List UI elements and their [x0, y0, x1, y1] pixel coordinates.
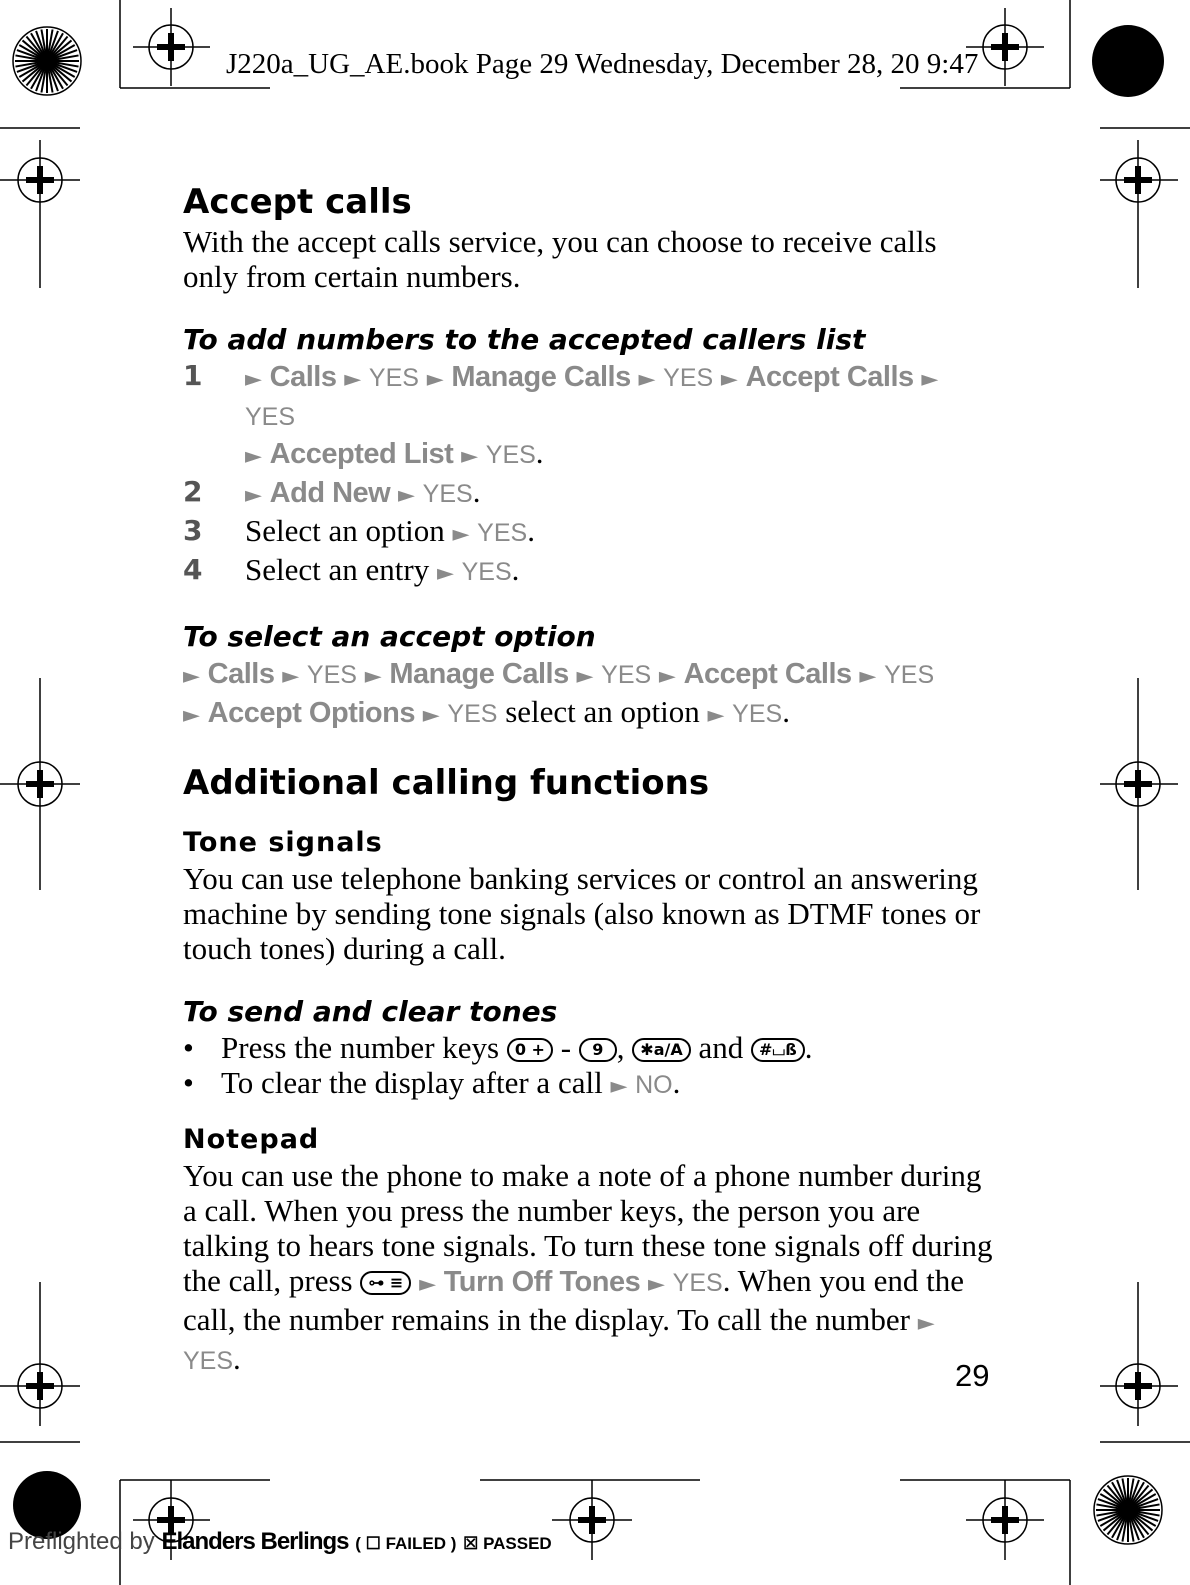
subsection-title-tone-signals: Tone signals — [183, 827, 383, 858]
key-9-icon: 9 — [579, 1038, 617, 1062]
arrow-icon: ► — [245, 444, 262, 469]
notepad-body: You can use the phone to make a note of a phone number during a call. When you press the number keys, the person you are talking to hears tone signals. To turn these tone signals off during the call, press ⊶ ≡ ► Turn Off Tones ► YES. When you end the call, the number remains in the display. To call the number ► YES. — [183, 1158, 993, 1376]
bullet-item — [183, 1030, 993, 1065]
arrow-icon: ► — [648, 1272, 665, 1297]
arrow-icon: ► — [436, 561, 454, 586]
softkey-yes: YES — [672, 1269, 723, 1297]
bullet-icon: • — [183, 1065, 194, 1100]
passed-label: PASSED — [483, 1534, 552, 1553]
tone-signals-body: You can use telephone banking services or control an answering machine by sending tone signals (also known as DTMF tones or touch tones) during a call. — [183, 861, 981, 966]
menu-key-icon: ⊶ ≡ — [360, 1271, 411, 1295]
bullet-label: Press the number keys — [221, 1030, 500, 1065]
bullet-and: and — [698, 1030, 744, 1065]
menu-manage-calls: Manage Calls — [451, 361, 631, 393]
menu-accept-calls: Accept Calls — [745, 361, 914, 393]
step-1 — [183, 358, 993, 474]
bullet-label: To clear the display after a call — [221, 1065, 603, 1100]
arrow-icon: ► — [245, 367, 262, 392]
procedure-title-send-clear: To send and clear tones — [183, 995, 558, 1028]
softkey-yes: YES — [306, 661, 357, 689]
arrow-icon: ► — [576, 664, 594, 689]
arrow-icon: ► — [461, 444, 479, 469]
step-number: 4 — [183, 553, 203, 586]
checkbox-empty-icon: ☐ — [365, 1534, 381, 1553]
key-star-icon: ✱a/A — [632, 1038, 690, 1062]
menu-add-new: Add New — [269, 477, 391, 509]
arrow-icon: ► — [245, 483, 262, 508]
checkbox-checked-icon: ☒ — [463, 1534, 479, 1553]
arrow-icon: ► — [917, 1311, 935, 1336]
arrow-icon: ► — [638, 367, 656, 392]
softkey-no: NO — [635, 1071, 673, 1099]
arrow-icon: ► — [183, 664, 200, 689]
key-0-icon: 0 + — [507, 1038, 553, 1062]
softkey-yes: YES — [461, 558, 512, 586]
arrow-icon: ► — [610, 1074, 628, 1099]
failed-label: FAILED — [385, 1534, 447, 1553]
step-2 — [183, 474, 993, 513]
arrow-icon: ► — [282, 664, 300, 689]
key-hash-icon: #⌴ß — [751, 1038, 805, 1062]
procedure-title-add-numbers: To add numbers to the accepted callers list — [183, 323, 866, 356]
bullet-text: To clear the display after a call ► NO. — [221, 1065, 681, 1100]
arrow-icon: ► — [859, 664, 877, 689]
menu-accept-calls: Accept Calls — [683, 658, 852, 690]
softkey-yes: YES — [663, 364, 714, 392]
softkey-yes: YES — [485, 441, 536, 469]
softkey-yes: YES — [477, 519, 528, 547]
arrow-icon: ► — [426, 367, 444, 392]
softkey-yes: YES — [183, 1347, 234, 1375]
step-text: ► Add New ► YES. — [245, 474, 481, 509]
accept-option-text: select an option — [505, 694, 700, 729]
softkey-yes: YES — [245, 403, 296, 431]
subsection-title-notepad: Notepad — [183, 1124, 320, 1155]
step-text-label: Select an option — [245, 513, 445, 548]
preflight-footer — [8, 1528, 552, 1556]
step-number: 1 — [183, 359, 203, 392]
accept-option-path: ► Calls ► YES ► Manage Calls ► YES ► Accept Calls ► YES ► Accept Options ► YES select an option ► YES. — [183, 658, 935, 729]
arrow-icon: ► — [364, 664, 382, 689]
arrow-icon: ► — [921, 367, 939, 392]
arrow-icon: ► — [183, 703, 200, 728]
arrow-icon: ► — [344, 367, 362, 392]
page-number: 29 — [955, 1358, 990, 1393]
passed-box — [463, 1534, 552, 1553]
step-text: Select an option ► YES. — [245, 513, 535, 548]
notepad-text-2: . When you end the call, the number remains in the display. To call the number — [183, 1263, 965, 1337]
step-text: ► Calls ► YES ► Manage Calls ► YES ► Accept Calls ► YES ► Accepted List ► YES. — [245, 361, 939, 470]
menu-accept-options: Accept Options — [207, 697, 415, 729]
step-4 — [183, 552, 993, 591]
arrow-icon: ► — [720, 367, 738, 392]
arrow-icon: ► — [397, 483, 415, 508]
arrow-icon: ► — [419, 1272, 436, 1297]
preflighted-label: Preflighted by — [8, 1528, 155, 1555]
section-title-additional: Additional calling functions — [183, 763, 710, 803]
menu-accepted-list: Accepted List — [269, 438, 454, 470]
procedure-title-accept-option: To select an accept option — [183, 620, 596, 653]
failed-box: ( ☐ FAILED ) — [355, 1534, 457, 1553]
bullet-item — [183, 1065, 993, 1104]
softkey-yes: YES — [732, 700, 783, 728]
brand-name: Elanders Berlings — [161, 1528, 349, 1555]
softkey-yes: YES — [447, 700, 498, 728]
step-text: Select an entry ► YES. — [245, 552, 520, 587]
page-header: J220a_UG_AE.book Page 29 Wednesday, December 28, 20 9:47 — [226, 48, 979, 80]
menu-manage-calls: Manage Calls — [389, 658, 569, 690]
arrow-icon: ► — [707, 703, 725, 728]
arrow-icon: ► — [658, 664, 676, 689]
step-number: 3 — [183, 514, 203, 547]
bullet-text: Press the number keys 0 + - 9 , ✱a/A and #⌴ß . — [221, 1030, 813, 1065]
softkey-yes: YES — [422, 480, 473, 508]
bullet-icon: • — [183, 1030, 194, 1065]
softkey-yes: YES — [601, 661, 652, 689]
notepad-text-1: You can use the phone to make a note of a phone number during a call. When you press the number keys, the person you are talking to hears tone signals. To turn these tone signals off during the call, press — [183, 1158, 993, 1298]
section-title-accept-calls: Accept calls — [183, 182, 412, 222]
accept-calls-intro: With the accept calls service, you can choose to receive calls only from certain numbers. — [183, 224, 937, 294]
page-content — [183, 180, 993, 1379]
menu-turn-off-tones: Turn Off Tones — [443, 1266, 641, 1298]
softkey-yes: YES — [884, 661, 935, 689]
menu-calls: Calls — [207, 658, 275, 690]
step-3 — [183, 513, 993, 552]
step-number: 2 — [183, 475, 203, 508]
softkey-yes: YES — [368, 364, 419, 392]
arrow-icon: ► — [422, 703, 440, 728]
menu-calls: Calls — [269, 361, 337, 393]
step-text-label: Select an entry — [245, 552, 430, 587]
arrow-icon: ► — [452, 522, 470, 547]
